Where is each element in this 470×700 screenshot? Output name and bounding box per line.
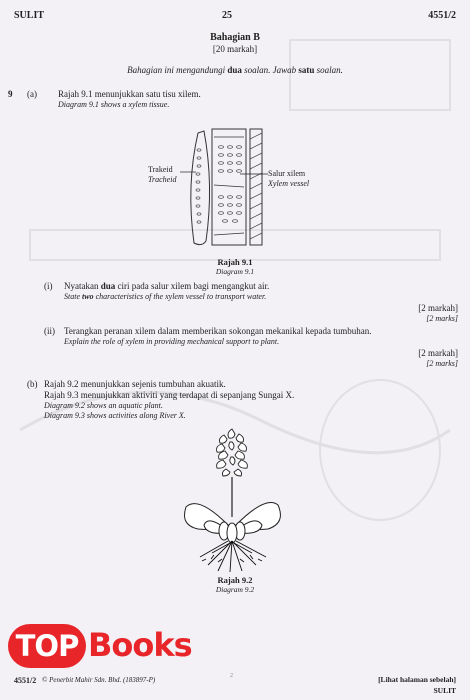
- part-a-label: (a): [27, 89, 37, 99]
- part-ii-marks: [2 markah]: [418, 348, 458, 358]
- section-title: Bahagian B: [210, 32, 260, 43]
- footer-next-page: [Lihat halaman sebelah]: [378, 675, 456, 684]
- logo-books-text: Books: [88, 626, 192, 664]
- diagram-9-1-caption: Rajah 9.1: [217, 257, 253, 267]
- aquatic-plant-diagram: [178, 425, 288, 573]
- part-i-text: Nyatakan dua ciri pada salur xilem bagi mengangkut air.: [64, 281, 270, 291]
- part-ii-text-en: Explain the role of xylem in providing mechanical support to plant.: [64, 337, 280, 346]
- paper-code: 4551/2: [428, 10, 456, 21]
- part-a-text: Rajah 9.1 menunjukkan satu tisu xilem.: [58, 89, 201, 99]
- part-i-label: (i): [44, 281, 53, 291]
- question-number: 9: [8, 89, 13, 99]
- part-ii-text: Terangkan peranan xilem dalam memberikan sokongan mekanikal kepada tumbuhan.: [64, 326, 372, 336]
- part-ii-label: (ii): [44, 326, 55, 336]
- footer-code: 4551/2: [14, 676, 37, 685]
- part-b-line3-en: Diagram 9.2 shows an aquatic plant.: [44, 401, 163, 410]
- logo-top-badge: TOP: [8, 624, 86, 668]
- footer-page-dot: 2: [230, 673, 233, 679]
- part-b-line1: Rajah 9.2 menunjukkan sejenis tumbuhan akuatik.: [44, 379, 226, 389]
- diagram-9-1-caption-en: Diagram 9.1: [215, 267, 255, 276]
- xylem-tissue-diagram: [180, 125, 275, 250]
- label-tracheid-en: Tracheid: [148, 175, 177, 184]
- part-a-text-en: Diagram 9.1 shows a xylem tissue.: [58, 100, 170, 109]
- diagram-9-2-caption-en: Diagram 9.2: [215, 585, 255, 594]
- page-number: 25: [222, 10, 232, 21]
- part-i-text-en: State two characteristics of the xylem vessel to transport water.: [64, 292, 267, 301]
- part-i-marks: [2 markah]: [418, 303, 458, 313]
- part-i-marks-en: [2 marks]: [426, 314, 458, 323]
- section-instruction: Bahagian ini mengandungi dua soalan. Jawab satu soalan.: [127, 65, 343, 75]
- footer-publisher: © Penerbit Mahir Sdn. Bhd. (183897-P): [42, 676, 156, 684]
- label-xylem-vessel: Salur xilem: [268, 169, 306, 178]
- part-b-line2: Rajah 9.3 menunjukkan aktiviti yang terdapat di sepanjang Sungai X.: [44, 390, 295, 400]
- part-ii-marks-en: [2 marks]: [426, 359, 458, 368]
- topbooks-watermark-logo: [8, 622, 190, 670]
- footer-sulit: SULIT: [433, 686, 456, 695]
- label-xylem-vessel-en: Xylem vessel: [268, 179, 310, 188]
- header-sulit: SULIT: [14, 10, 45, 21]
- section-marks: [20 markah]: [212, 44, 258, 54]
- label-tracheid: Trakeid: [148, 165, 173, 174]
- part-b-line4-en: Diagram 9.3 shows activities along River X.: [44, 411, 186, 420]
- diagram-9-2-caption: Rajah 9.2: [217, 575, 253, 585]
- part-b-label: (b): [27, 379, 38, 389]
